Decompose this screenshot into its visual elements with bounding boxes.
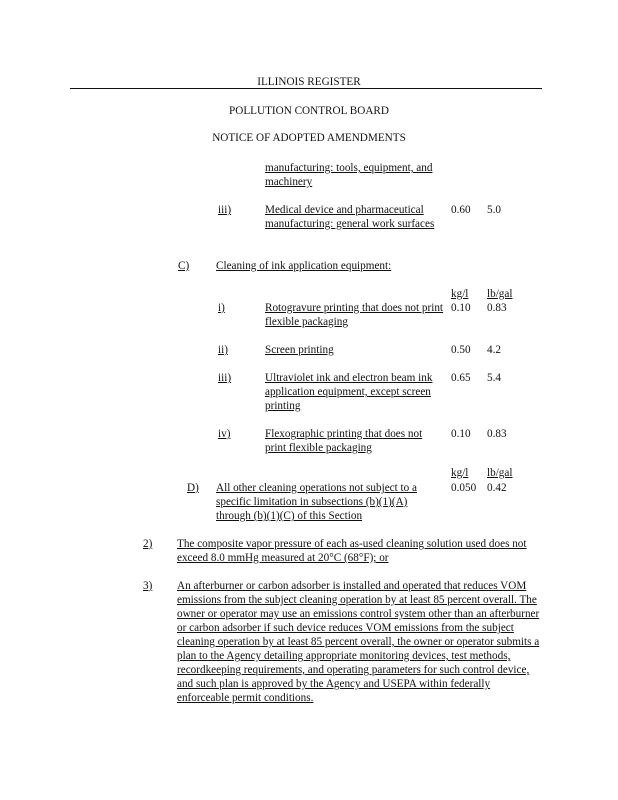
c-item-marker: ii) xyxy=(218,344,228,356)
para-2-text: The composite vapor pressure of each as-used cleaning solution used does not exceed 8.0 mmHg measured at 20°C (68°F); or xyxy=(177,538,527,564)
para-2-marker: 2) xyxy=(143,538,153,550)
header-rule xyxy=(70,88,542,89)
notice-title: NOTICE OF ADOPTED AMENDMENTS xyxy=(212,132,406,144)
c-item-kg: 0.65 xyxy=(451,372,471,384)
section-c-heading: Cleaning of ink application equipment: xyxy=(216,260,392,272)
section-c-col-kg: kg/l xyxy=(451,288,469,300)
section-d-col-kg: kg/l xyxy=(451,467,469,479)
para-3-text: An afterburner or carbon adsorber is installed and operated that reduces VOM emissions from the subject cleaning operation by at least 85 percent overall. The owner or operator may use an emissions control system other than an afterburner or carbon adsorber if such device reduces VOM emissions from the subject cleaning operation by at least 85 percent overall, the owner or operator submits a plan to the Agency detailing appropriate monitoring devices, test methods, recordkeeping requirements, and operating parameters for such control device, and such plan is approved by the Agency and USEPA within federally enforceable permit conditions. xyxy=(177,580,540,704)
c-item-kg: 0.10 xyxy=(451,302,471,314)
c-item-kg: 0.50 xyxy=(451,344,471,356)
c-item-text: Rotogravure printing that does not print flexible packaging xyxy=(265,302,444,328)
item-text-medical: Medical device and pharmaceutical manufacturing: general work surfaces xyxy=(265,204,435,230)
c-item-text: Screen printing xyxy=(265,344,334,356)
para-3-marker: 3) xyxy=(143,580,153,592)
section-d-marker: D) xyxy=(187,482,199,494)
c-item-marker: iv) xyxy=(218,428,231,440)
c-item-marker: iii) xyxy=(218,372,232,384)
section-d-col-lb: lb/gal xyxy=(487,467,513,479)
section-d-lb: 0.42 xyxy=(487,482,507,494)
section-c-col-lb: lb/gal xyxy=(487,288,513,300)
c-item-lb: 5.4 xyxy=(487,372,501,384)
continuation-text: manufacturing: tools, equipment, and machinery xyxy=(265,162,433,188)
value-lb-medical: 5.0 xyxy=(487,204,501,216)
c-item-lb: 0.83 xyxy=(487,428,507,440)
value-kg-medical: 0.60 xyxy=(451,204,471,216)
c-item-lb: 0.83 xyxy=(487,302,507,314)
item-marker-iii-medical: iii) xyxy=(218,204,232,216)
c-item-marker: i) xyxy=(218,302,225,314)
section-c-marker: C) xyxy=(178,260,190,272)
c-item-kg: 0.10 xyxy=(451,428,471,440)
c-item-text: Flexographic printing that does not print flexible packaging xyxy=(265,428,423,454)
c-item-text: Ultraviolet ink and electron beam ink application equipment, except screen printing xyxy=(265,372,433,412)
register-title: ILLINOIS REGISTER xyxy=(257,76,361,88)
section-d-kg: 0.050 xyxy=(451,482,477,494)
board-title: POLLUTION CONTROL BOARD xyxy=(229,105,389,117)
c-item-lb: 4.2 xyxy=(487,344,501,356)
section-d-text: All other cleaning operations not subject to a specific limitation in subsections (b)(1)(A) through (b)(1)(C) of this Section xyxy=(216,482,418,522)
